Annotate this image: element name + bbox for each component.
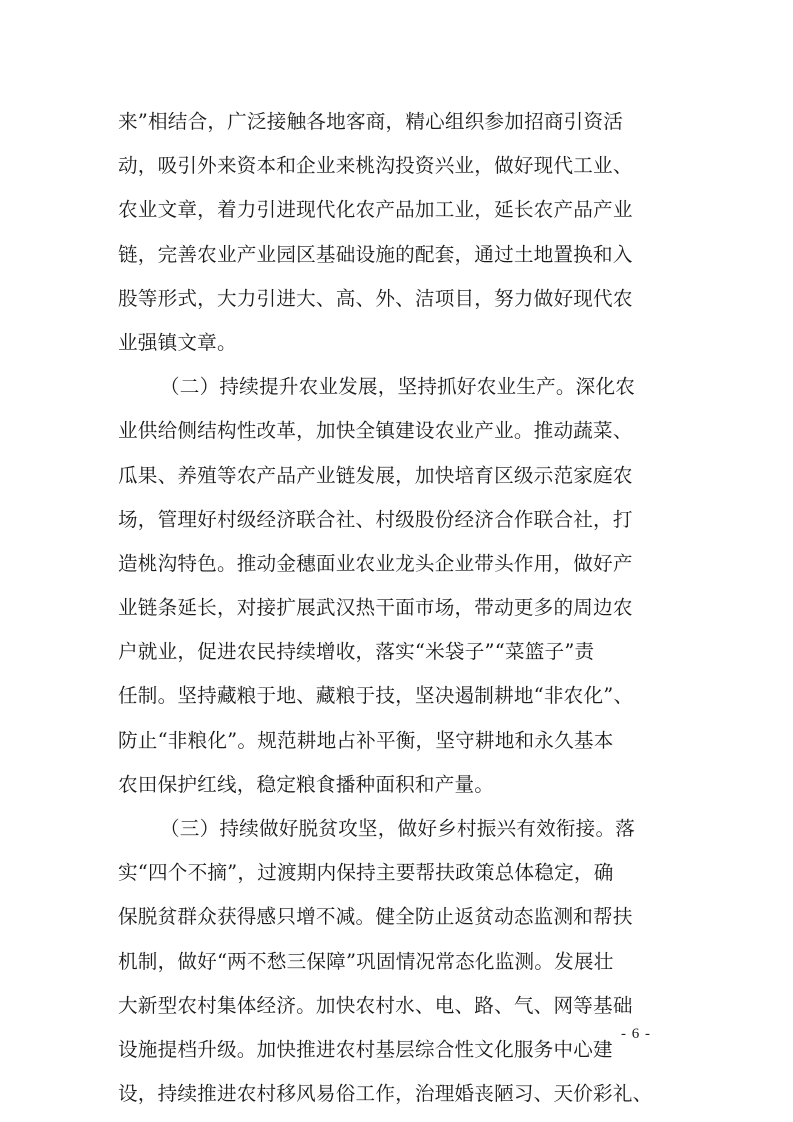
text-line: 户就业，促进农民持续增收，落实“米袋子”“菜篮子”责 — [118, 640, 595, 664]
text-line: 设，持续推进农村移风易俗工作，治理婚丧陋习、天价彩礼、 — [118, 1082, 653, 1106]
text-line: 来”相结合，广泛接触各地客商，精心组织参加招商引资活 — [118, 110, 624, 133]
text-line: 农业文章，着力引进现代化农产品加工业，延长农产品产业 — [118, 198, 633, 222]
text-line: 大新型农村集体经济。加快农村水、电、路、气、网等基础 — [118, 993, 633, 1017]
text-line: 动，吸引外来资本和企业来桃沟投资兴业，做好现代工业、 — [118, 154, 633, 178]
document-body — [118, 100, 678, 1116]
text-line: 农田保护红线，稳定粮食播种面积和产量。 — [118, 772, 495, 796]
text-line: 瓜果、养殖等农产品产业链发展，加快培育区级示范家庭农 — [118, 463, 633, 487]
text-line: 场，管理好村级经济联合社、村级股份经济合作联合社，打 — [118, 507, 633, 531]
text-line: 股等形式，大力引进大、高、外、洁项目，努力做好现代农 — [118, 286, 633, 310]
text-line: 造桃沟特色。推动金穗面业农业龙头企业带头作用，做好产 — [118, 551, 633, 575]
text-line: 防止“非粮化”。规范耕地占补平衡，坚守耕地和永久基本 — [118, 728, 614, 752]
page-number: - 6 - — [621, 1026, 651, 1042]
text-line: 设施提档升级。加快推进农村基层综合性文化服务中心建 — [118, 1037, 613, 1061]
text-line: 业供给侧结构性改革，加快全镇建设农业产业。推动蔬菜、 — [118, 419, 633, 443]
text-line: 机制，做好“两不愁三保障”巩固情况常态化监测。发展壮 — [118, 949, 614, 973]
text-line: 保脱贫群众获得感只增不减。健全防止返贫动态监测和帮扶 — [118, 905, 633, 929]
text-line: 业链条延长，对接扩展武汉热干面市场，带动更多的周边农 — [118, 596, 633, 620]
text-line: 业强镇文章。 — [118, 330, 237, 354]
text-line: 任制。坚持藏粮于地、藏粮于技，坚决遏制耕地“非农化”、 — [118, 684, 634, 708]
text-line: 链，完善农业产业园区基础设施的配套，通过土地置换和入 — [118, 242, 633, 266]
section-heading-line: （三）持续做好脱贫攻坚，做好乡村振兴有效衔接。落 — [160, 817, 636, 840]
text-line: 实“四个不摘”，过渡期内保持主要帮扶政策总体稳定，确 — [118, 861, 614, 885]
section-heading-line: （二）持续提升农业发展，坚持抓好农业生产。深化农 — [160, 375, 636, 399]
